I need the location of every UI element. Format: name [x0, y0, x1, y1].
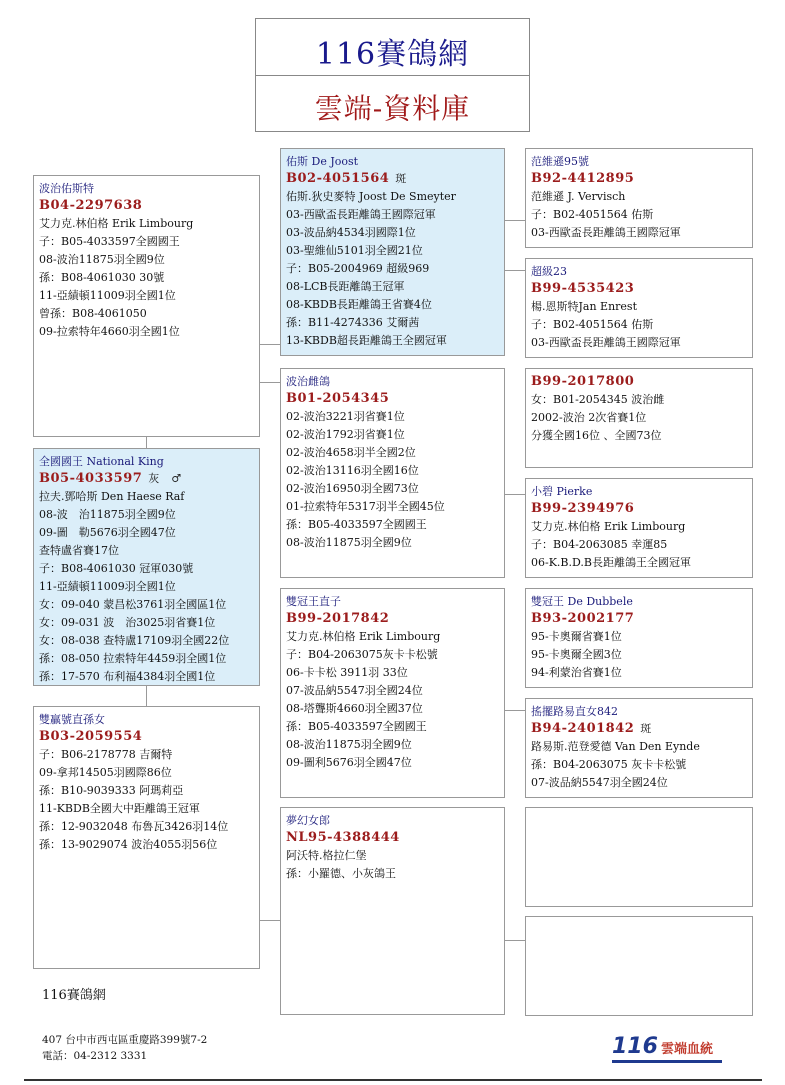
bird-name: 范維遜95號 [531, 155, 589, 168]
bird-line: 07-波品納5547羽全國24位 [286, 684, 423, 697]
bird-line: 02-波治1792羽省賽1位 [286, 428, 405, 441]
bird-line: 孫：12-9032048 布魯瓦3426羽14位 [39, 820, 229, 833]
bird-line: 95-卡奧爾省賽1位 [531, 630, 622, 643]
bird-line: 孫：B04-2063075 灰卡卡松號 [531, 758, 687, 771]
ring-number: B03-2059554 [39, 729, 143, 744]
bird-name: 波治佑斯特 [39, 182, 94, 195]
bird-card-sds [525, 368, 753, 468]
bird-line: 子：B06-2178778 吉爾特 [39, 748, 173, 761]
logo-underline [612, 1060, 722, 1063]
footer-address: 407 台中市西屯區重慶路399號7-2 [42, 1034, 208, 1046]
bird-name: 雙冠王直子 [286, 595, 341, 608]
ring-number: B99-4535423 [531, 281, 635, 296]
bird-line: 02-波治13116羽全國16位 [286, 464, 419, 477]
bird-name: 佑斯 De Joost [286, 155, 359, 168]
logo-number: 116 [612, 1034, 658, 1059]
ring-number: B99-2017842 [286, 611, 390, 626]
bird-line: 02-波治3221羽省賽1位 [286, 410, 405, 423]
brand-logo [612, 1034, 713, 1059]
bird-line: 子：B04-2063085 幸運85 [531, 538, 668, 551]
connector-ds-dsd [505, 710, 525, 711]
bird-card-dam [33, 706, 260, 969]
bird-line: 11-KBDB全國大中距離鴿王冠軍 [39, 802, 200, 815]
bird-line: 艾力克.林伯格 Erik Limbourg [531, 520, 686, 533]
bird-line: 子：B02-4051564 佑斯 [531, 318, 654, 331]
connector-dd-empty [505, 940, 525, 941]
bird-line: 11-亞績頓11009羽全國1位 [39, 580, 176, 593]
bird-card-empty-1 [525, 807, 753, 907]
title-box [255, 18, 530, 132]
bird-line: 范維遜 J. Vervisch [531, 190, 626, 203]
bird-line: 艾力克.林伯格 Erik Limbourg [286, 630, 441, 643]
bird-line: 02-波治4658羽半全國2位 [286, 446, 416, 459]
bird-card-sdd [525, 478, 753, 578]
footer-phone: 電話：04-2312 3331 [42, 1050, 148, 1062]
bird-line: 佑斯.狄史麥特 Joost De Smeyter [286, 190, 456, 203]
bird-line: 子：B04-2063075灰卡卡松號 [286, 648, 438, 661]
bird-line: 子：B02-4051564 佑斯 [531, 208, 654, 221]
connector-sire-sd [260, 382, 280, 383]
ring-number: B92-4412895 [531, 171, 635, 186]
bird-card-main [33, 448, 260, 686]
bird-line: 分獲全國16位 、全國73位 [531, 429, 662, 442]
bird-line: 03-西歐盃長距離鴿王國際冠軍 [531, 336, 681, 349]
bird-line: 曾孫：B08-4061050 [39, 307, 147, 320]
bird-line: 女：B01-2054345 波治雌 [531, 393, 665, 406]
ring-number: B01-2054345 [286, 391, 390, 406]
bird-line: 孫：B10-9039333 阿瑪莉亞 [39, 784, 184, 797]
ring-number: B04-2297638 [39, 198, 143, 213]
bird-line: 08-波治11875羽全國9位 [286, 536, 412, 549]
bird-line: 01-拉索特年5317羽半全國45位 [286, 500, 445, 513]
title-divider [256, 75, 529, 76]
bird-line: 孫：13-9029074 波治4055羽56位 [39, 838, 218, 851]
bird-card-dss [525, 588, 753, 688]
bird-line: 孫：B08-4061030 30號 [39, 271, 165, 284]
bird-line: 08-波治11875羽全國9位 [39, 253, 165, 266]
bird-line: 03-波品納4534羽國際1位 [286, 226, 416, 239]
connector-ss-sss [505, 220, 525, 221]
bird-card-ss [280, 148, 505, 356]
bird-line: 06-卡卡松 3911羽 33位 [286, 666, 408, 679]
bird-name: 超級23 [531, 265, 567, 278]
bird-card-sire [33, 175, 260, 437]
bird-line: 03-西歐盃長距離鴿王國際冠軍 [286, 208, 436, 221]
bird-card-dd [280, 807, 505, 1015]
bird-line: 女：09-031 波 治3025羽省賽1位 [39, 616, 216, 629]
ring-number: B93-2002177 [531, 611, 635, 626]
ring-number: B94-2401842 斑 [531, 721, 652, 736]
bird-line: 08-LCB長距離鴿王冠軍 [286, 280, 405, 293]
bird-line: 08-波 治11875羽全國9位 [39, 508, 176, 521]
bird-card-dsd [525, 698, 753, 798]
bird-name: 雙冠王 De Dubbele [531, 595, 633, 608]
footer-contact [42, 1032, 207, 1064]
bird-line: 2002-波治 2次省賽1位 [531, 411, 647, 424]
bird-line: 孫：08-050 拉索特年4459羽全國1位 [39, 652, 227, 665]
site-subtitle: 雲端-資料庫 [314, 92, 471, 125]
bottom-rule [24, 1079, 762, 1081]
bird-name: 全國國王 National King [39, 455, 164, 468]
bird-card-ssd [525, 258, 753, 358]
bird-line: 11-亞績頓11009羽全國1位 [39, 289, 176, 302]
bird-color-sex: 灰 ♂ [148, 472, 182, 485]
connector-ss-ssd [505, 270, 525, 271]
bird-line: 08-塔聾斯4660羽全國37位 [286, 702, 423, 715]
bird-line: 孫：B05-4033597全國國王 [286, 518, 427, 531]
bird-name: 小碧 Pierke [531, 485, 593, 498]
bird-line: 孫：B11-4274336 艾爾茜 [286, 316, 420, 329]
bird-color: 斑 [640, 722, 652, 735]
bird-line: 06-K.B.D.B長距離鴿王全國冠軍 [531, 556, 692, 569]
bird-line: 路易斯.范登愛德 Van Den Eynde [531, 740, 700, 753]
bird-card-ds [280, 588, 505, 798]
bird-line: 阿沃特.格拉仁堡 [286, 849, 367, 862]
bird-line: 09-拉索特年4660羽全國1位 [39, 325, 180, 338]
bird-name: 搖擺路易直女842 [531, 705, 618, 718]
bird-line: 94-利蒙治省賽1位 [531, 666, 622, 679]
bird-name: 波治雌鴿 [286, 375, 330, 388]
connector-dam-dd [260, 920, 280, 921]
bird-line: 13-KBDB超長距離鴿王全國冠軍 [286, 334, 447, 347]
ring-number: NL95-4388444 [286, 830, 400, 845]
bird-line: 孫：B05-4033597全國國王 [286, 720, 427, 733]
bird-line: 09-拿邦14505羽國際86位 [39, 766, 172, 779]
bird-card-empty-2 [525, 916, 753, 1016]
bird-color: 斑 [395, 172, 407, 185]
bird-card-sd [280, 368, 505, 578]
connector-sire-ss [260, 344, 280, 345]
bird-line: 孫：小羅德、小灰鴿王 [286, 867, 396, 880]
bird-line: 女：08-038 查特盧17109羽全國22位 [39, 634, 230, 647]
bird-line: 02-波治16950羽全國73位 [286, 482, 419, 495]
bird-line: 子：B05-4033597全國國王 [39, 235, 180, 248]
bird-line: 子：B08-4061030 冠軍030號 [39, 562, 194, 575]
bird-line: 艾力克.林伯格 Erik Limbourg [39, 217, 194, 230]
bird-line: 09-圖利5676羽全國47位 [286, 756, 412, 769]
bird-line: 07-波品納5547羽全國24位 [531, 776, 668, 789]
bird-line: 拉夫.鄧哈斯 Den Haese Raf [39, 490, 185, 503]
bird-line: 查特盧省賽17位 [39, 544, 119, 557]
bird-line: 03-聖維仙5101羽全國21位 [286, 244, 423, 257]
logo-text: 雲端血統 [660, 1042, 713, 1057]
bird-card-sss [525, 148, 753, 248]
bird-name: 夢幻女郎 [286, 814, 330, 827]
bird-line: 09-圖 勒5676羽全國47位 [39, 526, 176, 539]
bird-line: 08-波治11875羽全國9位 [286, 738, 412, 751]
footer-org: 116賽鴿網 [42, 988, 106, 1003]
bird-line: 95-卡奧爾全國3位 [531, 648, 622, 661]
ring-number: B99-2394976 [531, 501, 635, 516]
bird-name: 雙贏號直孫女 [39, 713, 105, 726]
ring-number: B05-4033597 灰 ♂ [39, 471, 182, 486]
ring-number: B99-2017800 [531, 374, 635, 389]
connector-main-dam [146, 686, 147, 706]
ring-number: B02-4051564 斑 [286, 171, 407, 186]
bird-line: 08-KBDB長距離鴿王省賽4位 [286, 298, 432, 311]
bird-line: 孫：17-570 布利福4384羽全國1位 [39, 670, 216, 683]
bird-line: 楊.恩斯特Jan Enrest [531, 300, 637, 313]
connector-sire-main [146, 437, 147, 448]
bird-line: 03-西歐盃長距離鴿王國際冠軍 [531, 226, 681, 239]
connector-sd-sdd [505, 494, 525, 495]
bird-line: 子：B05-2004969 超級969 [286, 262, 430, 275]
site-title: 116賽鴿網 [315, 37, 470, 72]
bird-line: 女：09-040 蒙昌松3761羽全國區1位 [39, 598, 227, 611]
